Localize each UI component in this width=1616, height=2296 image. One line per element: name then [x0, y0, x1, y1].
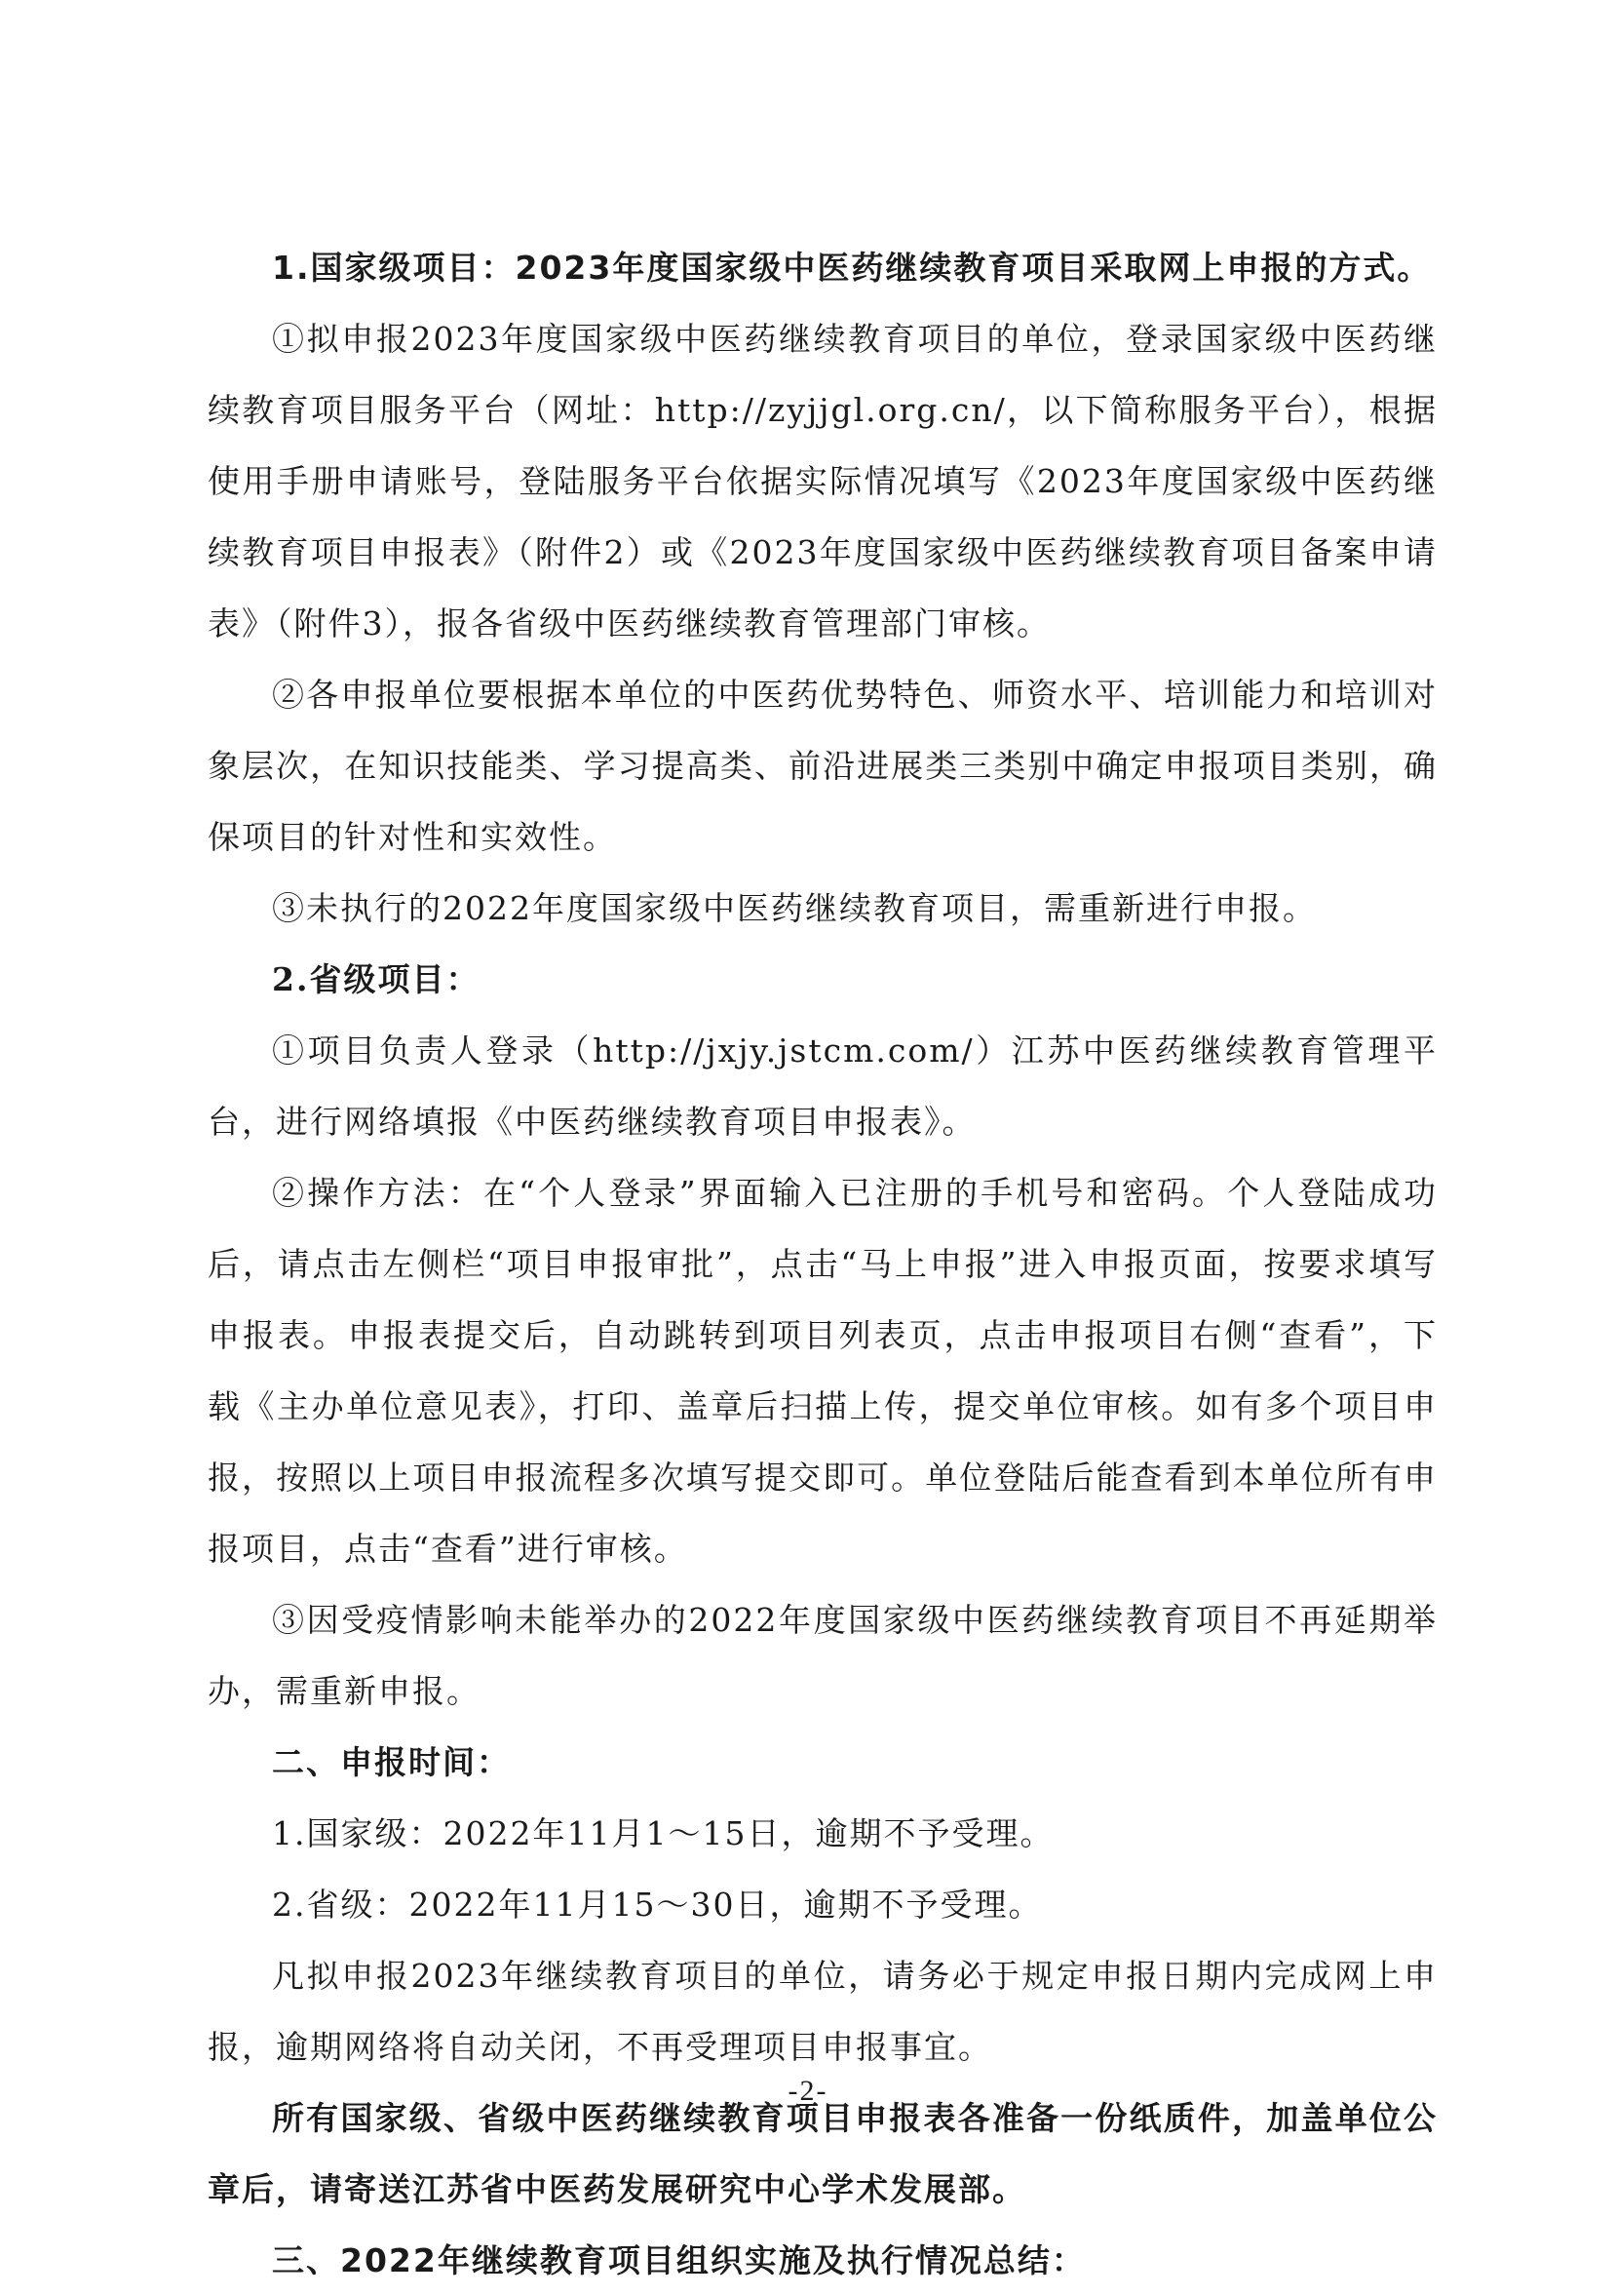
paragraph-paper-copy-note: 所有国家级、省级中医药继续教育项目申报表各准备一份纸质件，加盖单位公章后，请寄送江苏省中医药发展研究中心学术发展部。 [208, 2099, 1438, 2208]
paragraph-provincial-step-1: ①项目负责人登录（http://jxjy.jstcm.com/）江苏中医药继续教育管理平台，进行网络填报《中医药继续教育项目申报表》。 [208, 1031, 1438, 1141]
paragraph-timeline-national: 1.国家级：2022年11月1～15日，逾期不予受理。 [272, 1814, 1055, 1852]
paragraph-deadline-note: 凡拟申报2023年继续教育项目的单位，请务必于规定申报日期内完成网上申报，逾期网络将自动关闭，不再受理项目申报事宜。 [208, 1957, 1438, 2066]
paragraph-provincial-step-3: ③因受疫情影响未能举办的2022年度国家级中医药继续教育项目不再延期举办，需重新申报。 [208, 1601, 1438, 1710]
paragraph-timeline-provincial: 2.省级：2022年11月15～30日，逾期不予受理。 [272, 1886, 1043, 1924]
page-number: -2- [788, 2075, 828, 2107]
paragraph-provincial-step-2: ②操作方法：在“个人登录”界面输入已注册的手机号和密码。个人登陆成功后，请点击左侧栏“项目申报审批”，点击“马上申报”进入申报页面，按要求填写申报表。申报表提交后，自动跳转到项目列表页，点击申报项目右侧“查看”，下载《主办单位意见表》，打印、盖章后扫描上传，提交单位审核。如有多个项目申报，按照以上项目申报流程多次填写提交即可。单位登陆后能查看到本单位所有申报项目，点击“查看”进行审核。 [208, 1174, 1438, 1568]
paragraph-national-step-1: ①拟申报2023年度国家级中医药继续教育项目的单位，登录国家级中医药继续教育项目服务平台（网址：http://zyjjgl.org.cn/，以下简称服务平台），根据使用手册申请账号，登陆服务平台依据实际情况填写《2023年度国家级中医药继续教育项目申报表》（附件2）或《2023年度国家级中医药继续教育项目备案申请表》（附件3），报各省级中医药继续教育管理部门审核。 [208, 320, 1438, 642]
section-heading-summary: 三、2022年继续教育项目组织实施及执行情况总结： [272, 2241, 1086, 2279]
section-heading-timeline: 二、申报时间： [272, 1743, 511, 1781]
paragraph-national-step-3: ③未执行的2022年度国家级中医药继续教育项目，需重新进行申报。 [272, 889, 1317, 927]
section-heading-provincial: 2.省级项目： [272, 960, 481, 998]
section-heading-national: 1.国家级项目：2023年度国家级中医药继续教育项目采取网上申报的方式。 [272, 249, 1432, 287]
paragraph-national-step-2: ②各申报单位要根据本单位的中医药优势特色、师资水平、培训能力和培训对象层次，在知识技能类、学习提高类、前沿进展类三类别中确定申报项目类别，确保项目的针对性和实效性。 [208, 676, 1438, 856]
document-body [208, 232, 1438, 2296]
